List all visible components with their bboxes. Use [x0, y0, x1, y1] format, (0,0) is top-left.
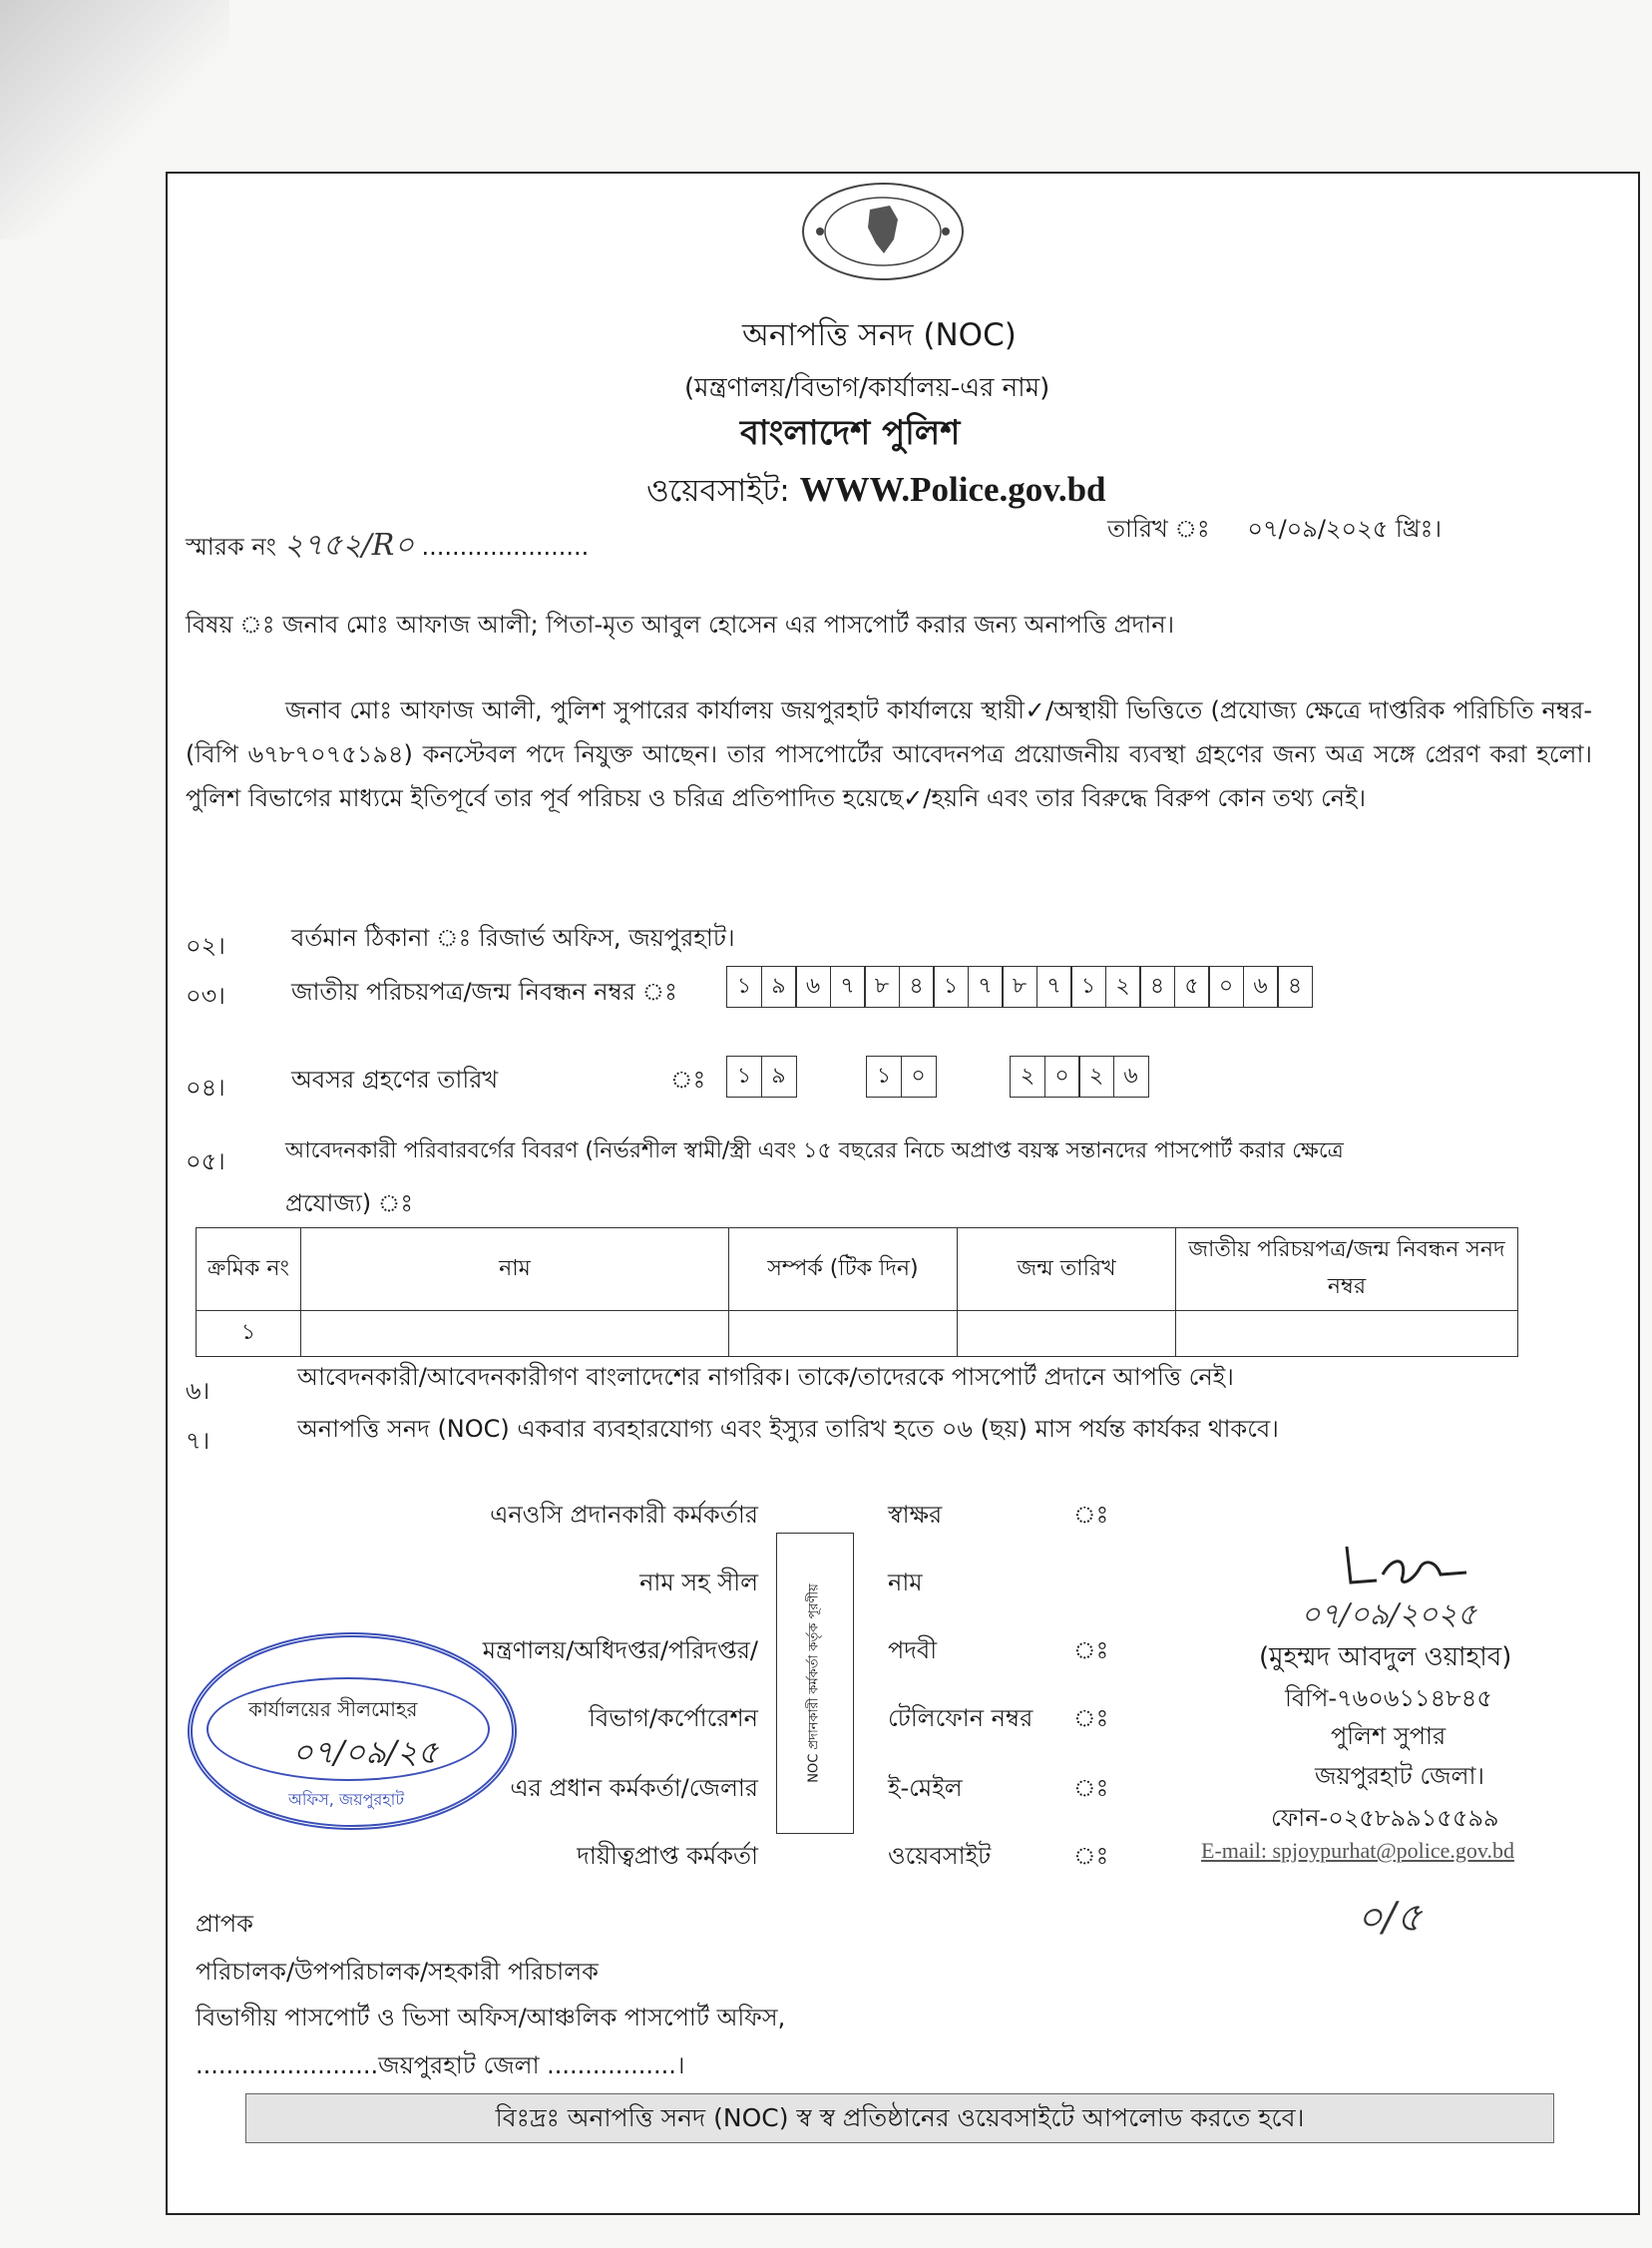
- nid-digit: ২: [1105, 966, 1141, 1008]
- memo-number: [186, 521, 589, 572]
- footer-note: বিঃদ্রঃ অনাপত্তি সনদ (NOC) স্ব স্ব প্রতিষ্ঠানের ওয়েবসাইটে আপলোড করতে হবে।: [245, 2093, 1554, 2143]
- col-dob: জন্ম তারিখ: [958, 1228, 1176, 1311]
- item-07-number: ৭।: [186, 1427, 210, 1455]
- signatory-label-6: দায়ীত্বপ্রাপ্ত কর্মকর্তা: [577, 1842, 758, 1870]
- item-04-label: অবসর গ্রহণের তারিখ: [291, 1066, 499, 1094]
- field-telephone: টেলিফোন নম্বর: [888, 1704, 1033, 1732]
- officer-phone: ফোন-০২৫৮৯৯১৫৫৯৯: [1271, 1804, 1499, 1832]
- item-04-colon: ঃ: [670, 1066, 706, 1094]
- field-email: ই-মেইল: [888, 1774, 963, 1802]
- table-row: [197, 1311, 1518, 1357]
- nid-digit: ৯: [761, 966, 797, 1008]
- office-stamp: [188, 1632, 517, 1830]
- item-03-label: জাতীয় পরিচয়পত্র/জন্ম নিবন্ধন নম্বর ঃ: [291, 978, 677, 1006]
- website-label: ওয়েবসাইট:: [646, 473, 790, 509]
- retire-digit: ৯: [761, 1056, 797, 1098]
- col-nid: জাতীয় পরিচয়পত্র/জন্ম নিবন্ধন সনদ নম্বর: [1176, 1228, 1518, 1311]
- colon: ঃ: [1073, 1842, 1109, 1870]
- ministry-subtitle: (মন্ত্রণালয়/বিভাগ/কার্যালয়-এর নাম): [684, 373, 1050, 403]
- memo-value: ২৭৫২/R০: [283, 528, 414, 563]
- field-website: ওয়েবসাইট: [888, 1842, 992, 1870]
- seal-box-text: NOC প্রদানকারী কর্মকর্তা কর্তৃক পূরণীয়: [806, 1583, 822, 1783]
- recipient-line-2: বিভাগীয় পাসপোর্ট ও ভিসা অফিস/আঞ্চলিক পাসপোর্ট অফিস,: [196, 2004, 786, 2031]
- organization-name: বাংলাদেশ পুলিশ: [740, 413, 961, 453]
- nid-digit: ৬: [795, 966, 831, 1008]
- nid-digit: ৬: [1243, 966, 1279, 1008]
- recipient-label: প্রাপক: [196, 1910, 253, 1938]
- col-relation: সম্পর্ক (টিক দিন): [729, 1228, 958, 1311]
- office-stamp-rim: অফিস, জয়পুরহাট: [288, 1790, 405, 1809]
- cell-dob[interactable]: [958, 1311, 1176, 1357]
- nid-digit: ০: [1208, 966, 1244, 1008]
- col-serial: ক্রমিক নং: [197, 1228, 301, 1311]
- retire-day-boxes: [726, 1056, 795, 1098]
- website-url: WWW.Police.gov.bd: [799, 470, 1106, 509]
- initial-mark: ০/৫: [1357, 1895, 1423, 1941]
- retire-digit: ৬: [1113, 1056, 1149, 1098]
- field-name: নাম: [888, 1569, 923, 1596]
- cell-nid[interactable]: [1176, 1311, 1518, 1357]
- item-07-text: অনাপত্তি সনদ (NOC) একবার ব্যবহারযোগ্য এবং ইস্যুর তারিখ হতে ০৬ (ছয়) মাস পর্যন্ত কার্যকর থাকবে।: [297, 1415, 1279, 1443]
- table-header-row: [197, 1228, 1518, 1311]
- item-02-number: ০২।: [186, 932, 225, 960]
- retire-month-boxes: [866, 1056, 935, 1098]
- nid-digit-boxes: [726, 966, 1312, 1008]
- cell-name[interactable]: [301, 1311, 729, 1357]
- item-05-label-cont: প্রযোজ্য) ঃ: [285, 1189, 414, 1217]
- officer-bp-number: বিপি-৭৬০৬১১৪৮৪৫: [1285, 1684, 1492, 1712]
- nid-digit: ৮: [1002, 966, 1037, 1008]
- subject-line: বিষয় ঃ জনাব মোঃ আফাজ আলী; পিতা-মৃত আবুল হোসেন এর পাসপোর্ট করার জন্য অনাপত্তি প্রদান।: [186, 611, 1175, 639]
- retire-digit: ২: [1010, 1056, 1045, 1098]
- item-05-number: ০৫।: [186, 1147, 225, 1175]
- nid-digit: ৪: [899, 966, 935, 1008]
- retire-digit: ১: [726, 1056, 762, 1098]
- officer-designation: পুলিশ সুপার: [1331, 1722, 1446, 1750]
- government-seal-icon: [798, 180, 968, 284]
- colon: ঃ: [1073, 1704, 1109, 1732]
- nid-digit: ১: [1070, 966, 1106, 1008]
- retire-digit: ০: [901, 1056, 937, 1098]
- signatory-label-5: এর প্রধান কর্মকর্তা/জেলার: [510, 1774, 758, 1802]
- office-stamp-date: ০৭/০৯/২৫: [292, 1733, 439, 1771]
- colon: ঃ: [1073, 1774, 1109, 1802]
- memo-dots: ......................: [421, 533, 590, 561]
- signatory-label-4: বিভাগ/কর্পোরেশন: [589, 1704, 758, 1732]
- memo-label: স্মারক নং: [186, 533, 276, 561]
- field-signature: স্বাক্ষর: [888, 1501, 943, 1529]
- document-title: অনাপত্তি সনদ (NOC): [742, 317, 1017, 353]
- signature-date: ০৭/০৯/২০২৫: [1301, 1597, 1477, 1632]
- date-value: ০৭/০৯/২০২৫ খ্রিঃ।: [1247, 515, 1443, 543]
- officer-email[interactable]: E-mail: spjoypurhat@police.gov.bd: [1201, 1838, 1514, 1863]
- col-name: নাম: [301, 1228, 729, 1311]
- nid-digit: ৪: [1139, 966, 1175, 1008]
- retire-digit: ২: [1078, 1056, 1114, 1098]
- body-paragraph: জনাব মোঃ আফাজ আলী, পুলিশ সুপারের কার্যালয় জয়পুরহাট কার্যালয়ে স্থায়ী✓/অস্থায়ী ভিত্তিতে (প্রযোজ্য ক্ষেত্রে দাপ্তরিক পরিচিতি নম্বর-(বিপি ৬৭৮৭০৭৫১৯৪) কনস্টেবল পদে নিযুক্ত আছেন। তার পাসপোর্টের আবেদনপত্র প্রয়োজনীয় ব্যবস্থা গ্রহণের জন্য অত্র সঙ্গে প্রেরণ করা হলো। পুলিশ বিভাগের মাধ্যমে ইতিপূর্বে তার পূর্ব পরিচয় ও চরিত্র প্রতিপাদিত হয়েছে✓/হয়নি এবং তার বিরুদ্ধে বিরুপ কোন তথ্য নেই।: [186, 696, 1592, 812]
- nid-digit: ১: [933, 966, 969, 1008]
- retire-year-boxes: [1010, 1056, 1147, 1098]
- cell-serial: ১: [197, 1311, 301, 1357]
- website-line: [646, 467, 1106, 519]
- item-06-number: ৬।: [186, 1377, 210, 1405]
- issue-date: [1107, 511, 1442, 551]
- colon: ঃ: [1073, 1501, 1109, 1529]
- nid-digit: ১: [726, 966, 762, 1008]
- nid-digit: ৮: [864, 966, 900, 1008]
- colon: ঃ: [1073, 1636, 1109, 1664]
- nid-digit: ৭: [830, 966, 866, 1008]
- family-table: [196, 1227, 1518, 1357]
- nid-digit: ৪: [1277, 966, 1313, 1008]
- date-label: তারিখ ঃ: [1107, 515, 1210, 543]
- cell-relation[interactable]: [729, 1311, 958, 1357]
- officer-district: জয়পুরহাট জেলা।: [1315, 1762, 1485, 1790]
- item-02-address: বর্তমান ঠিকানা ঃ রিজার্ভ অফিস, জয়পুরহাট।: [291, 924, 735, 952]
- field-designation: পদবী: [888, 1636, 938, 1664]
- office-stamp-label: কার্যালয়ের সীলমোহর: [248, 1697, 418, 1721]
- recipient-line-1: পরিচালক/উপপরিচালক/সহকারী পরিচালক: [196, 1958, 599, 1986]
- retire-digit: ১: [866, 1056, 902, 1098]
- item-03-number: ০৩।: [186, 982, 225, 1010]
- item-06-text: আবেদনকারী/আবেদনকারীগণ বাংলাদেশের নাগরিক। তাকে/তাদেরকে পাসপোর্ট প্রদানে আপত্তি নেই।: [297, 1363, 1234, 1391]
- signatory-label-3: মন্ত্রণালয়/অধিদপ্তর/পরিদপ্তর/: [482, 1636, 758, 1664]
- nid-digit: ৫: [1174, 966, 1210, 1008]
- nid-digit: ৭: [1036, 966, 1072, 1008]
- retire-digit: ০: [1044, 1056, 1080, 1098]
- officer-name: (মুহম্মদ আবদুল ওয়াহাব): [1259, 1642, 1512, 1672]
- item-04-number: ০৪।: [186, 1074, 225, 1102]
- item-05-label: আবেদনকারী পরিবারবর্গের বিবরণ (নির্ভরশীল স্বামী/স্ত্রী এবং ১৫ বছরের নিচে অপ্রাপ্ত বয়স্ক সন্তানদের পাসপোর্ট করার ক্ষেত্রে: [285, 1138, 1344, 1163]
- noc-officer-seal-box: [776, 1533, 854, 1834]
- signatory-label-2: নাম সহ সীল: [639, 1569, 758, 1596]
- signatory-label-1: এনওসি প্রদানকারী কর্মকর্তার: [490, 1501, 758, 1529]
- signature-mark: [1337, 1537, 1476, 1596]
- nid-digit: ৭: [968, 966, 1004, 1008]
- recipient-line-3: ........................জয়পুরহাট জেলা .................।: [196, 2051, 685, 2079]
